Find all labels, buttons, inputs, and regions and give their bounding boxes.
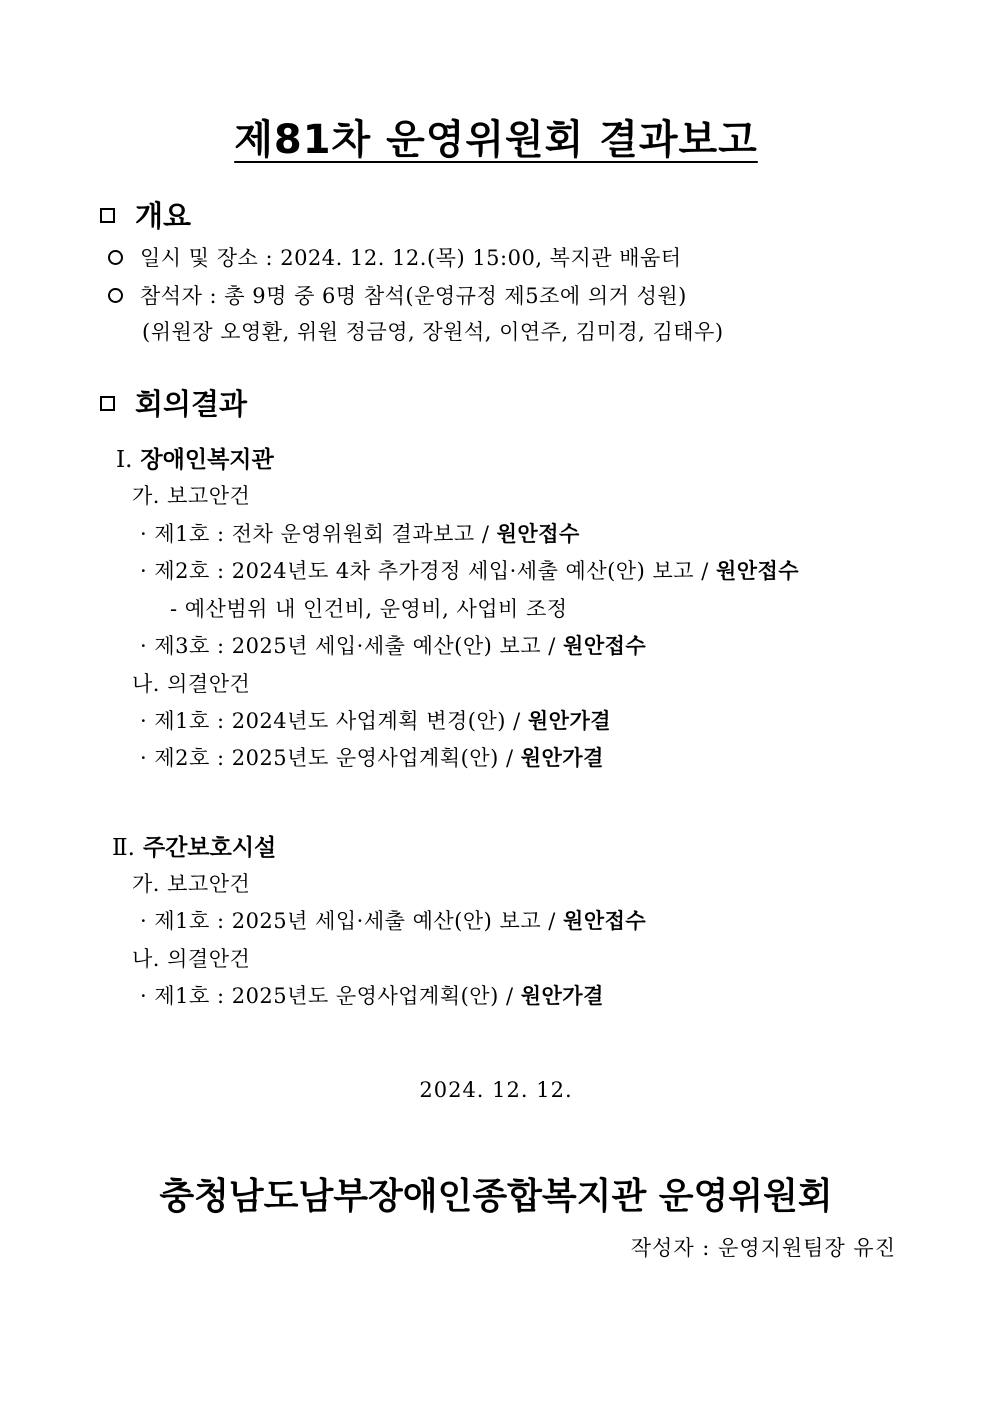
section-label: 장애인복지관 <box>140 447 274 473</box>
agenda-item-text: · 제3호 : 2025년 세입·세출 예산(안) 보고 / <box>140 634 564 658</box>
agenda-result: 원안가결 <box>520 746 604 770</box>
agenda-item <box>140 518 580 548</box>
agenda-item-text: · 제1호 : 전차 운영위원회 결과보고 / <box>140 522 497 546</box>
attendee-list: (위원장 오영환, 위원 정금영, 장원석, 이연주, 김미경, 김태우) <box>142 320 724 344</box>
overview-item-text: 참석자 : 총 9명 중 6명 참석(운영규정 제5조에 의거 성원) <box>140 284 687 308</box>
circle-bullet-icon <box>108 288 123 303</box>
results-heading <box>100 382 247 423</box>
agenda-result: 원안접수 <box>496 522 580 546</box>
agenda-item <box>140 555 799 585</box>
report-agenda-label: 가. 보고안건 <box>132 484 251 508</box>
overview-heading <box>100 194 191 235</box>
agenda-item-text: · 제1호 : 2025년 세입·세출 예산(안) 보고 / <box>140 909 564 933</box>
agenda-result: 원안가결 <box>527 709 612 733</box>
agenda-item <box>140 742 604 772</box>
section-number: Ⅰ. <box>116 447 133 473</box>
agenda-item <box>140 630 646 660</box>
checkbox-icon <box>100 396 115 411</box>
agenda-result: 원안접수 <box>563 634 647 658</box>
section-title <box>116 441 274 474</box>
agenda-item <box>140 905 646 935</box>
agenda-item <box>140 705 611 735</box>
section-number: Ⅱ. <box>112 835 135 861</box>
overview-item <box>108 280 687 310</box>
agenda-result: 원안가결 <box>520 984 604 1008</box>
section-label: 주간보호시설 <box>142 835 277 861</box>
checkbox-icon <box>100 208 115 223</box>
results-heading-label: 회의결과 <box>135 387 248 421</box>
agenda-item-detail: - 예산범위 내 인건비, 운영비, 사업비 조정 <box>170 597 568 621</box>
section-title <box>112 829 276 862</box>
decision-agenda-label: 나. 의결안건 <box>132 947 251 971</box>
circle-bullet-icon <box>108 250 123 265</box>
agenda-item-text: · 제1호 : 2025년도 운영사업계획(안) / <box>140 984 521 1008</box>
organization-name: 충청남도남부장애인종합복지관 운영위원회 <box>159 1176 833 1217</box>
agenda-result: 원안접수 <box>715 559 800 583</box>
author-line: 작성자 : 운영지원팀장 유진 <box>630 1236 896 1260</box>
document-date: 2024. 12. 12. <box>419 1078 573 1102</box>
overview-item <box>108 242 682 272</box>
overview-item-text: 일시 및 장소 : 2024. 12. 12.(목) 15:00, 복지관 배움터 <box>140 246 682 270</box>
document-title: 제81차 운영위원회 결과보고 <box>234 117 758 163</box>
report-agenda-label: 가. 보고안건 <box>132 872 251 896</box>
agenda-item-text: · 제1호 : 2024년도 사업계획 변경(안) / <box>140 709 528 733</box>
agenda-item <box>140 980 604 1010</box>
overview-heading-label: 개요 <box>135 199 192 233</box>
agenda-result: 원안접수 <box>563 909 647 933</box>
decision-agenda-label: 나. 의결안건 <box>132 672 251 696</box>
agenda-item-text: · 제2호 : 2025년도 운영사업계획(안) / <box>140 746 521 770</box>
agenda-item-text: · 제2호 : 2024년도 4차 추가경정 세입·세출 예산(안) 보고 / <box>140 559 716 583</box>
